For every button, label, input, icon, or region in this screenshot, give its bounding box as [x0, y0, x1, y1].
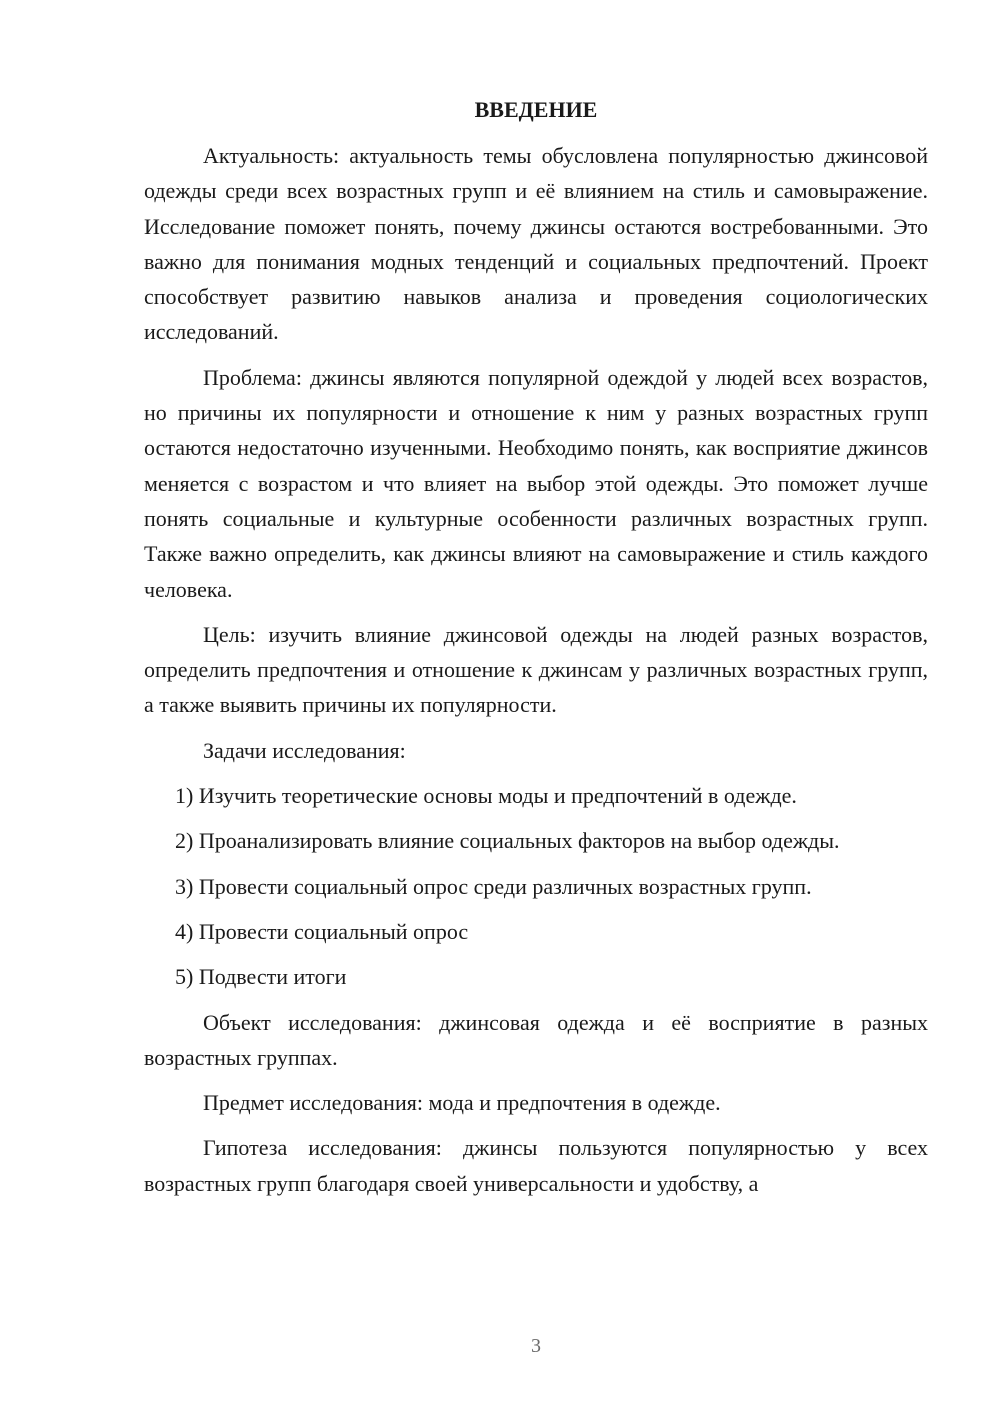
relevance-paragraph: Актуальность: актуальность темы обусловлена популярностью джинсовой одежды среди всех возрастных групп и её влиянием на стиль и самовыражение. Исследование поможет понять, почему джинсы остаются востребованными. Это важно для понимания модных тенденций и социальных предпочтений. Проект способствует развитию навыков анализа и проведения социологических исследований.: [144, 143, 928, 345]
tasks-heading: Задачи исследования:: [203, 737, 406, 763]
problem-paragraph: Проблема: джинсы являются популярной одеждой у людей всех возрастов, но причины их популярности и отношение к ним у разных возрастных групп остаются недостаточно изученными. Необходимо понять, как восприятие джинсов меняется с возрастом и что влияет на выбор этой одежды. Это поможет лучше понять социальные и культурные особенности различных возрастных групп. Также важно определить, как джинсы влияют на самовыражение и стиль каждого человека.: [144, 364, 928, 602]
page-content: [144, 94, 928, 1201]
page-number: 3: [531, 1335, 541, 1357]
subject-paragraph: Предмет исследования: мода и предпочтения в одежде.: [203, 1090, 721, 1116]
task-item-3: 3) Провести социальный опрос среди различных возрастных групп.: [175, 873, 812, 899]
task-item-4: 4) Провести социальный опрос: [175, 918, 469, 944]
goal-paragraph: Цель: изучить влияние джинсовой одежды на людей разных возрастов, определить предпочтения и отношение к джинсам у различных возрастных групп, а также выявить причины их популярности.: [144, 621, 928, 718]
task-item-5: 5) Подвести итоги: [175, 964, 347, 990]
object-paragraph: Объект исследования: джинсовая одежда и её восприятие в разных возрастных группах.: [144, 1009, 928, 1070]
task-item-1: 1) Изучить теоретические основы моды и предпочтений в одежде.: [175, 783, 797, 809]
section-heading: ВВЕДЕНИЕ: [474, 97, 598, 122]
task-item-2: 2) Проанализировать влияние социальных факторов на выбор одежды.: [175, 828, 840, 854]
hypothesis-paragraph: Гипотеза исследования: джинсы пользуются популярностью у всех возрастных групп благодаря своей универсальности и удобству, а: [144, 1135, 928, 1196]
